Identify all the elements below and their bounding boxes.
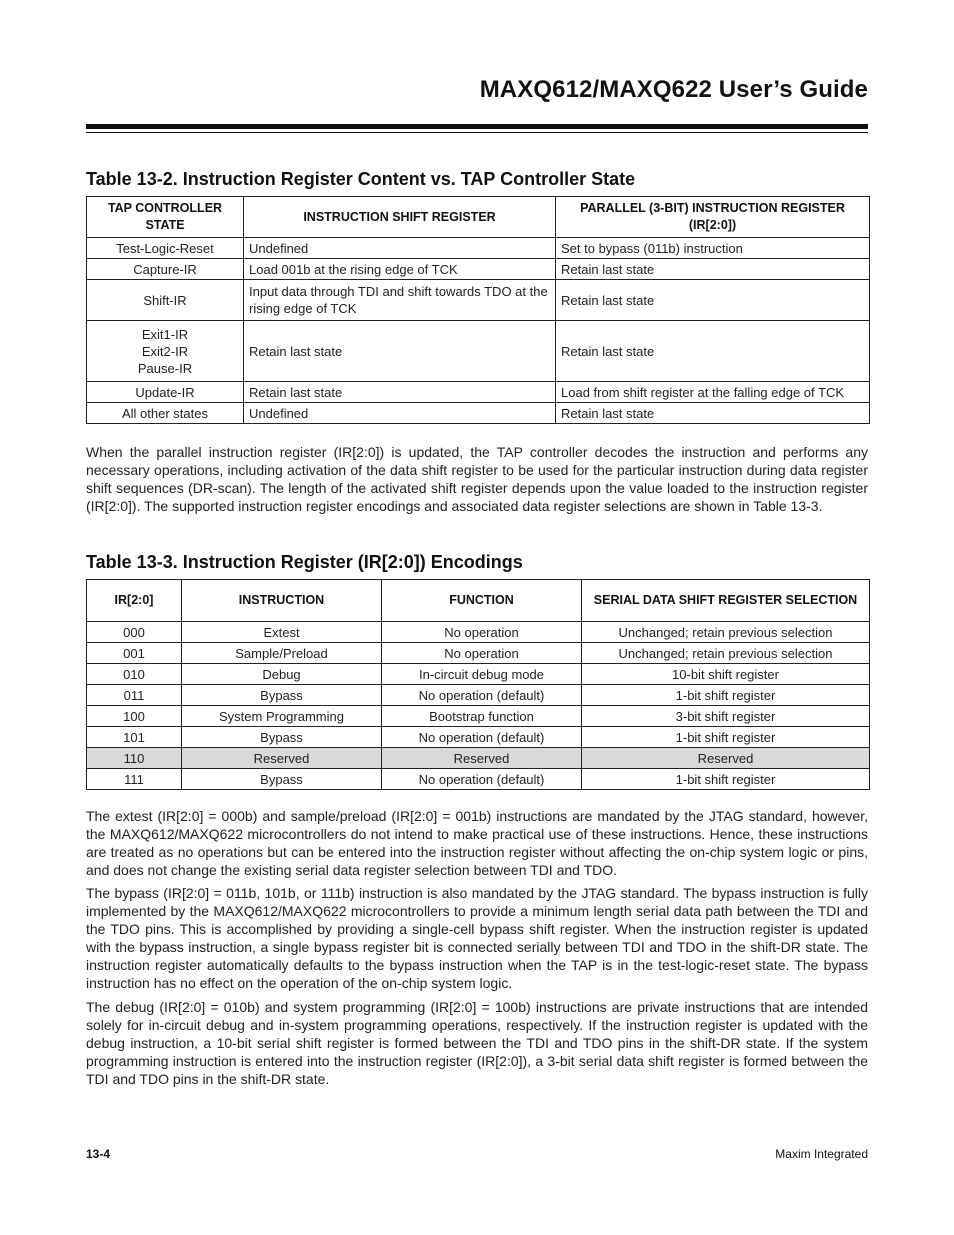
- table-13-2: [86, 196, 870, 424]
- column-header: PARALLEL (3-BIT) INSTRUCTION REGISTER (IR[2:0]): [556, 197, 870, 238]
- instruction-cell: Bypass: [182, 727, 382, 748]
- column-header: SERIAL DATA SHIFT REGISTER SELECTION: [582, 580, 870, 622]
- ir-code-cell: 110: [87, 748, 182, 769]
- selection-cell: 1-bit shift register: [582, 727, 870, 748]
- paragraph: The debug (IR[2:0] = 010b) and system programming (IR[2:0] = 100b) instructions are private instructions that are intended solely for in-circuit debug and in-system programming operations, respectively. If the instruction register is updated with the debug instruction, a 10-bit serial shift register is formed between the TDI and TDO pins in the shift-DR state. If the system programming instruction is entered into the instruction register (IR[2:0]), a 3-bit serial data shift register is formed between the TDI and TDO pins in the shift-DR state.: [86, 999, 868, 1087]
- tap-state-cell: Test-Logic-Reset: [87, 238, 244, 259]
- table-row: [87, 622, 870, 643]
- tap-state-cell: Update-IR: [87, 382, 244, 403]
- parallel-register-cell: Retain last state: [556, 259, 870, 280]
- table-13-3: [86, 579, 870, 790]
- function-cell: No operation (default): [382, 685, 582, 706]
- instruction-cell: Extest: [182, 622, 382, 643]
- shift-register-cell: Input data through TDI and shift towards TDO at the rising edge of TCK: [244, 280, 556, 321]
- instruction-cell: Debug: [182, 664, 382, 685]
- selection-cell: Reserved: [582, 748, 870, 769]
- table-row: [87, 382, 870, 403]
- table-header-row: [87, 197, 870, 238]
- instruction-cell: System Programming: [182, 706, 382, 727]
- selection-cell: 1-bit shift register: [582, 769, 870, 790]
- ir-code-cell: 100: [87, 706, 182, 727]
- header-rule-thick: [86, 124, 868, 129]
- table-13-2-caption: Table 13-2. Instruction Register Content vs. TAP Controller State: [86, 169, 636, 189]
- tap-state-cell: [87, 321, 244, 382]
- shift-register-cell: Undefined: [244, 403, 556, 424]
- company-name: Maxim Integrated: [775, 1147, 868, 1161]
- table-row: [87, 321, 870, 382]
- column-header: INSTRUCTION SHIFT REGISTER: [244, 197, 556, 238]
- column-header: INSTRUCTION: [182, 580, 382, 622]
- paragraph: The bypass (IR[2:0] = 011b, 101b, or 111b) instruction is also mandated by the JTAG standard. The bypass instruction is fully implemented by the MAXQ612/MAXQ622 microcontrollers to provide a minimum length serial data path between the TDI and the TDO pins. This is accomplished by providing a single-cell bypass shift register. When the instruction register is updated with the bypass instruction, a single bypass register bit is connected serially between TDI and TDO in the shift-DR state. The instruction register automatically defaults to the bypass instruction when the TAP is in the test-logic-reset state. The bypass instruction has no effect on the operation of the on-chip system logic.: [86, 885, 868, 991]
- instruction-cell: Bypass: [182, 685, 382, 706]
- column-header: FUNCTION: [382, 580, 582, 622]
- function-cell: Reserved: [382, 748, 582, 769]
- function-cell: No operation: [382, 643, 582, 664]
- function-cell: No operation (default): [382, 769, 582, 790]
- page-number: 13-4: [86, 1147, 111, 1161]
- parallel-register-cell: Retain last state: [556, 403, 870, 424]
- table-row: [87, 280, 870, 321]
- instruction-cell: Reserved: [182, 748, 382, 769]
- tap-state-line: Exit1-IR: [141, 326, 189, 342]
- document-title: MAXQ612/MAXQ622 User’s Guide: [479, 76, 868, 103]
- table-row: [87, 685, 870, 706]
- paragraph: The extest (IR[2:0] = 000b) and sample/preload (IR[2:0] = 001b) instructions are mandated by the JTAG standard, however, the MAXQ612/MAXQ622 microcontrollers do not intend to make practical use of these instructions. Hence, these instructions are treated as no operations but can be entered into the instruction register without affecting the on-chip system logic or pins, and does not change the existing serial data register selection between TDI and TDO.: [86, 808, 868, 878]
- function-cell: No operation (default): [382, 727, 582, 748]
- selection-cell: 10-bit shift register: [582, 664, 870, 685]
- tap-state-cell: All other states: [87, 403, 244, 424]
- table-13-3-caption: Table 13-3. Instruction Register (IR[2:0]) Encodings: [86, 552, 523, 572]
- instruction-cell: Bypass: [182, 769, 382, 790]
- table-row: [87, 643, 870, 664]
- shift-register-cell: Retain last state: [244, 382, 556, 403]
- column-header: IR[2:0]: [87, 580, 182, 622]
- ir-code-cell: 001: [87, 643, 182, 664]
- ir-code-cell: 101: [87, 727, 182, 748]
- function-cell: No operation: [382, 622, 582, 643]
- selection-cell: Unchanged; retain previous selection: [582, 643, 870, 664]
- table-row: [87, 769, 870, 790]
- tap-state-line: Pause-IR: [137, 360, 193, 376]
- instruction-cell: Sample/Preload: [182, 643, 382, 664]
- selection-cell: 1-bit shift register: [582, 685, 870, 706]
- table-row: [87, 403, 870, 424]
- table-header-row: [87, 580, 870, 622]
- ir-code-cell: 000: [87, 622, 182, 643]
- table-row: [87, 664, 870, 685]
- table-row: [87, 259, 870, 280]
- table-row: [87, 727, 870, 748]
- function-cell: Bootstrap function: [382, 706, 582, 727]
- header-rule-thin: [86, 132, 868, 133]
- tap-state-cell: Shift-IR: [87, 280, 244, 321]
- shift-register-cell: Retain last state: [244, 321, 556, 382]
- tap-state-line: Exit2-IR: [141, 343, 189, 359]
- ir-code-cell: 011: [87, 685, 182, 706]
- shift-register-cell: Load 001b at the rising edge of TCK: [244, 259, 556, 280]
- ir-code-cell: 010: [87, 664, 182, 685]
- ir-code-cell: 111: [87, 769, 182, 790]
- selection-cell: Unchanged; retain previous selection: [582, 622, 870, 643]
- parallel-register-cell: Load from shift register at the falling edge of TCK: [556, 382, 870, 403]
- parallel-register-cell: Retain last state: [556, 321, 870, 382]
- column-header: TAP CONTROLLER STATE: [87, 197, 244, 238]
- table-row: [87, 238, 870, 259]
- tap-state-cell: Capture-IR: [87, 259, 244, 280]
- function-cell: In-circuit debug mode: [382, 664, 582, 685]
- paragraph: When the parallel instruction register (IR[2:0]) is updated, the TAP controller decodes the instruction and performs any necessary operations, including activation of the data shift register to be used for the particular instruction during data register shift sequences (DR-scan). The length of the activated shift register depends upon the value loaded to the instruction register (IR[2:0]). The supported instruction register encodings and associated data register selections are shown in Table 13-3.: [86, 444, 868, 514]
- table-row-reserved: [87, 748, 870, 769]
- parallel-register-cell: Set to bypass (011b) instruction: [556, 238, 870, 259]
- table-row: [87, 706, 870, 727]
- shift-register-cell: Undefined: [244, 238, 556, 259]
- parallel-register-cell: Retain last state: [556, 280, 870, 321]
- selection-cell: 3-bit shift register: [582, 706, 870, 727]
